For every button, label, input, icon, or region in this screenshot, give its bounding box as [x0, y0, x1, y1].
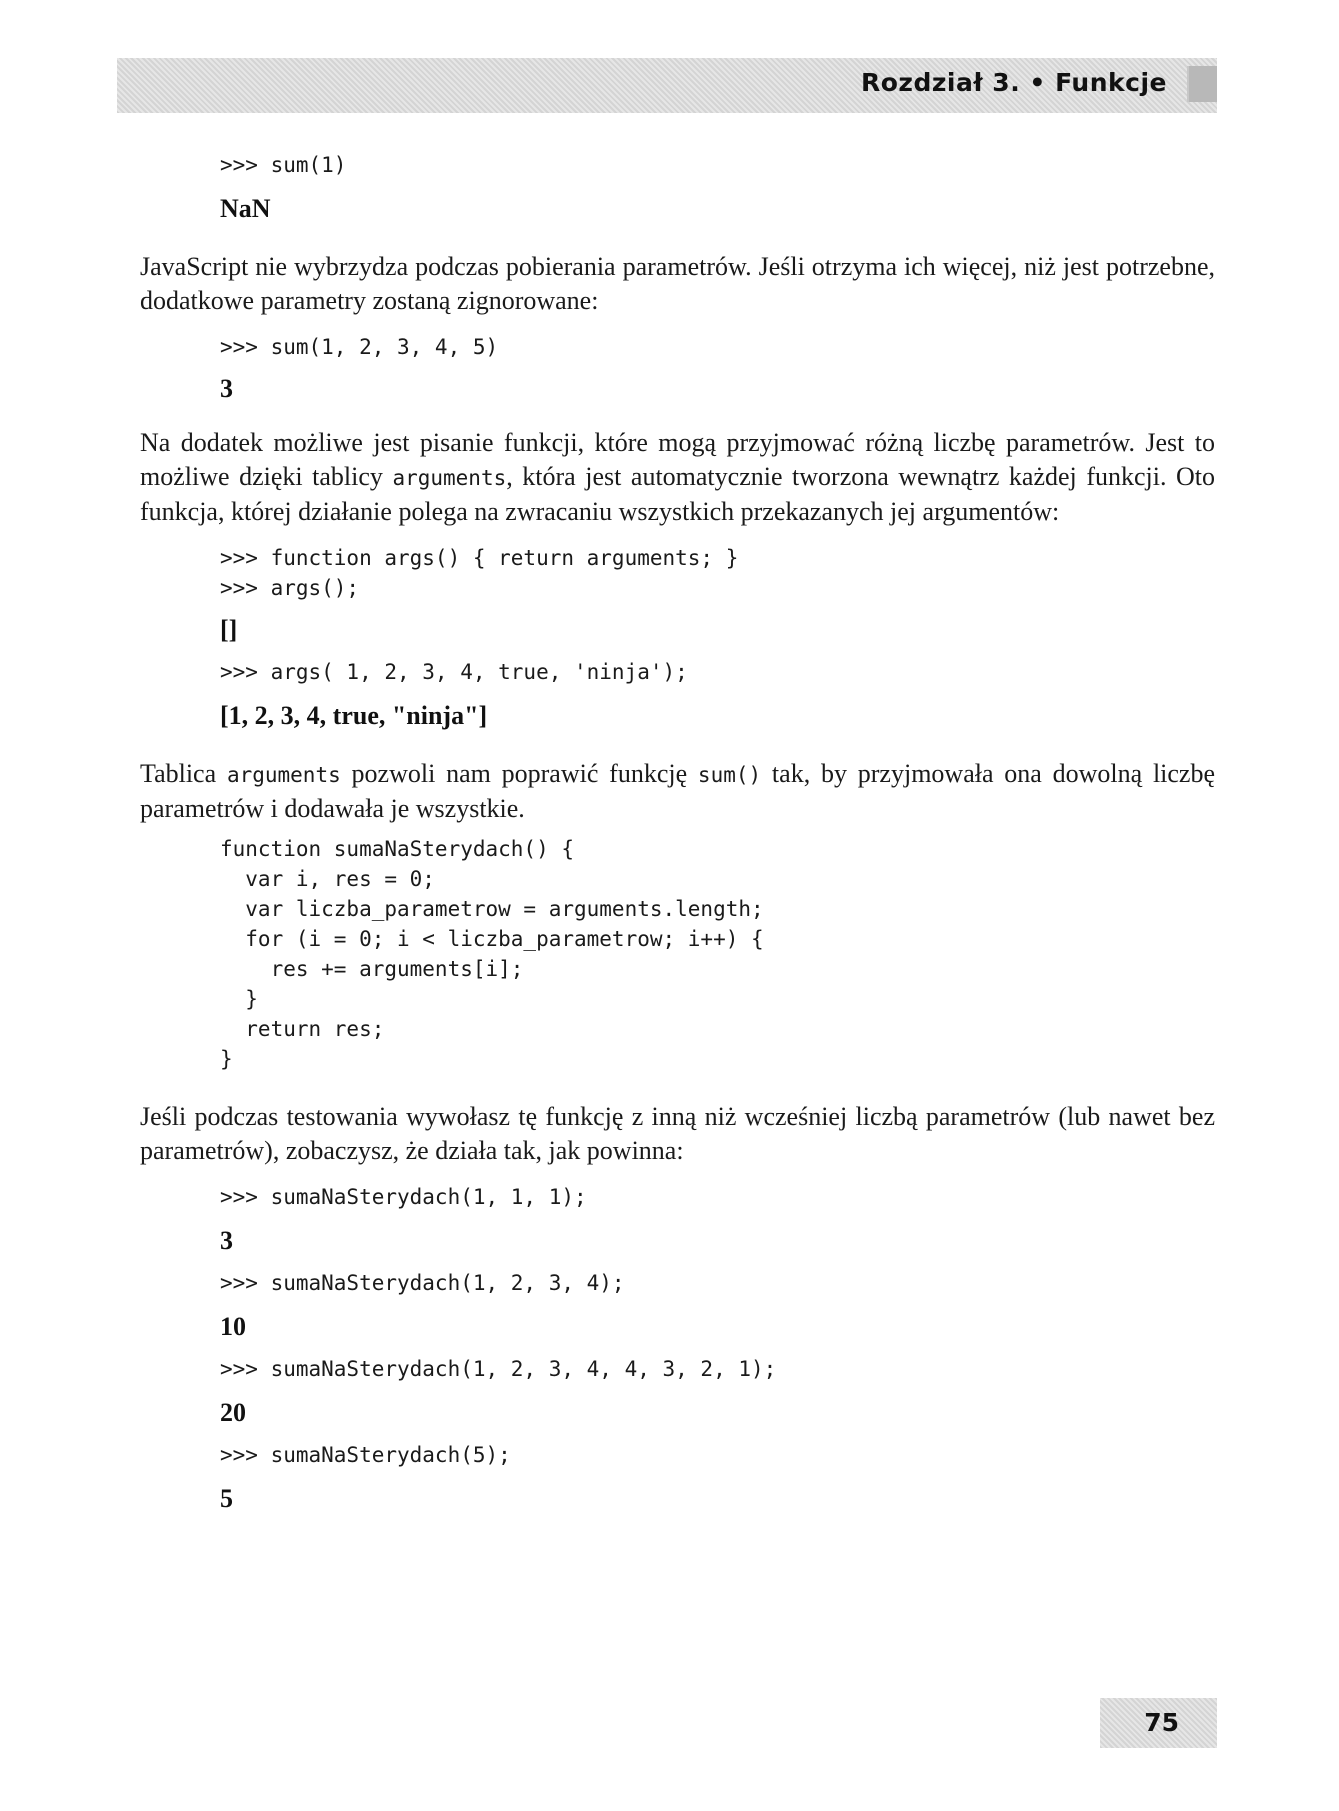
- code-suma-call-1: >>> sumaNaSterydach(1, 1, 1);: [220, 1185, 587, 1209]
- code-suma-call-2: >>> sumaNaSterydach(1, 2, 3, 4);: [220, 1271, 625, 1295]
- result-suma-2: 10: [220, 1312, 246, 1341]
- result-nan: NaN: [220, 194, 271, 223]
- page-number-box: [1100, 1698, 1217, 1748]
- para3-code-arguments: arguments: [226, 763, 341, 787]
- para2-text-a: Na dodatek możliwe jest pisanie funkcji, które mogą przyjmować różną liczbę parametrów. Jest to możliwe dzięki tablicy: [140, 428, 1215, 491]
- paragraph-testing: Jeśli podczas testowania wywołasz tę funkcję z inną niż wcześniej liczbą parametrów (lub nawet bez parametrów), zobaczysz, że działa tak, jak powinna:: [140, 1102, 1215, 1165]
- code-sum-1: >>> sum(1): [220, 153, 347, 177]
- code-suma-function: function sumaNaSterydach() { var i, res = 0; var liczba_parametrow = arguments.length; for (i = 0; i < liczba_parametrow; i++) { res += arguments[i]; } return res; }: [220, 837, 764, 1071]
- page-number: 75: [1144, 1708, 1179, 1737]
- paragraph-extra-params: JavaScript nie wybrzydza podczas pobierania parametrów. Jeśli otrzyma ich więcej, niż jest potrzebne, dodatkowe parametry zostaną zignorowane:: [140, 252, 1215, 315]
- para3-text-c: tak, by przyjmowała ona dowolną liczbę parametrów i dodawała je wszystkie.: [140, 759, 1216, 823]
- code-suma-call-3: >>> sumaNaSterydach(1, 2, 3, 4, 4, 3, 2, 1);: [220, 1357, 777, 1381]
- para2-text-b: , która jest automatycznie tworzona wewnątrz każdej funkcji. Oto funkcja, której działanie polega na zwracaniu wszystkich przekazanych jej argumentów:: [140, 462, 1216, 526]
- code-args-definition: >>> function args() { return arguments; } >>> args();: [220, 546, 739, 600]
- result-sum-five: 3: [220, 374, 233, 403]
- code-args-call: >>> args( 1, 2, 3, 4, true, 'ninja');: [220, 660, 688, 684]
- chapter-title: Rozdział 3. • Funkcje: [860, 68, 1167, 97]
- para3-text-b: pozwoli nam poprawić funkcję: [340, 759, 698, 788]
- result-args-array: [1, 2, 3, 4, true, "ninja"]: [220, 701, 488, 730]
- header-tab-marker: [1187, 66, 1217, 102]
- para2-code-arguments: arguments: [392, 466, 507, 490]
- paragraph-arguments-improve: [140, 757, 1215, 826]
- paragraph-arguments-intro: [140, 426, 1215, 529]
- para3-code-sum: sum(): [697, 763, 762, 787]
- result-suma-1: 3: [220, 1226, 233, 1255]
- result-suma-3: 20: [220, 1398, 246, 1427]
- page-content: [140, 150, 1215, 1514]
- code-sum-five: >>> sum(1, 2, 3, 4, 5): [220, 335, 499, 359]
- code-suma-call-4: >>> sumaNaSterydach(5);: [220, 1443, 511, 1467]
- result-suma-4: 5: [220, 1484, 233, 1513]
- para3-text-a: Tablica: [140, 759, 227, 788]
- result-empty-array: []: [220, 615, 238, 644]
- chapter-header-bar: [117, 58, 1217, 113]
